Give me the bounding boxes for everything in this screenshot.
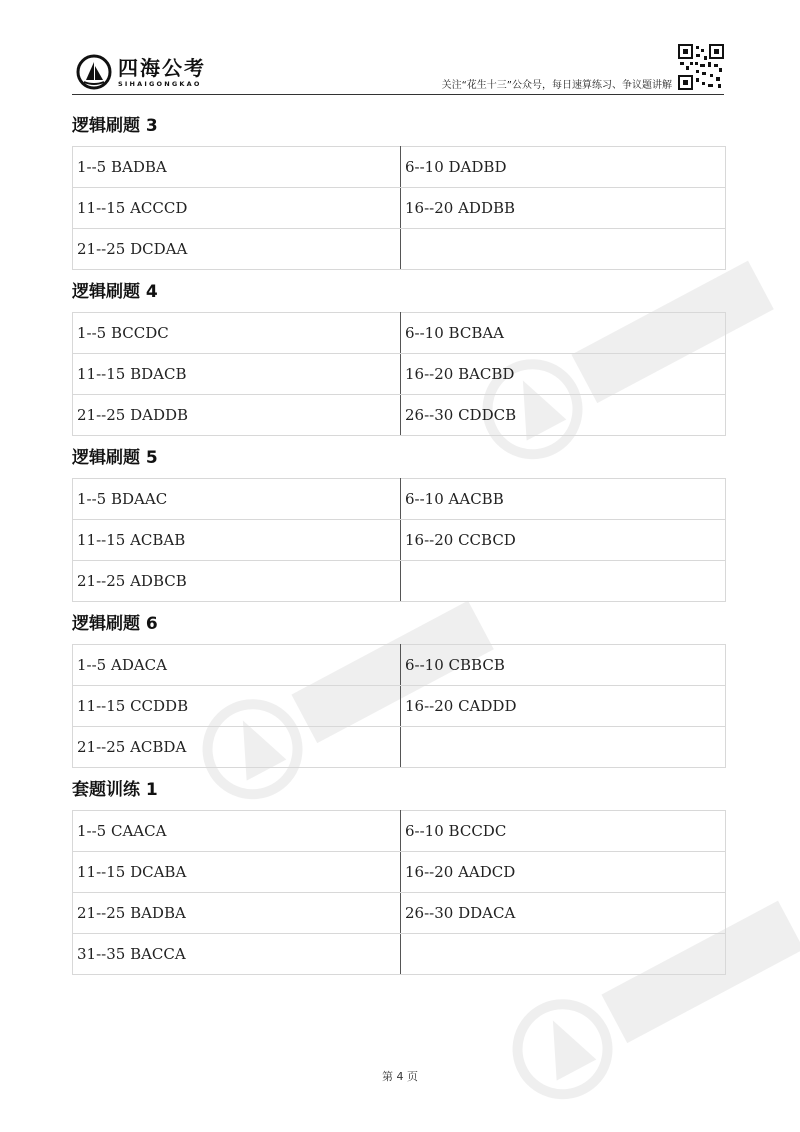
table-row [73, 934, 726, 975]
answer-cell: 16--20 AADCD [401, 852, 726, 893]
table-row [73, 852, 726, 893]
table-row [73, 313, 726, 354]
section-title: 逻辑刷题 6 [72, 614, 158, 634]
page-header [72, 44, 724, 96]
answer-cell: 11--15 DCABA [73, 852, 401, 893]
table-row [73, 479, 726, 520]
section-title: 逻辑刷题 5 [72, 448, 158, 468]
answer-cell [401, 934, 726, 975]
answer-key [72, 106, 726, 977]
answer-cell: 1--5 BDAAC [73, 479, 401, 520]
answer-cell: 1--5 CAACA [73, 811, 401, 852]
table-row [73, 354, 726, 395]
answer-cell: 1--5 ADACA [73, 645, 401, 686]
table-row [73, 893, 726, 934]
answer-cell: 21--25 DADDB [73, 395, 401, 436]
answer-cell: 21--25 BADBA [73, 893, 401, 934]
answer-cell: 26--30 DDACA [401, 893, 726, 934]
page-number: 第 4 页 [382, 1070, 418, 1083]
table-row [73, 727, 726, 768]
answer-table [72, 146, 726, 270]
answer-cell: 11--15 ACCCD [73, 188, 401, 229]
section [72, 438, 726, 602]
answer-cell: 16--20 BACBD [401, 354, 726, 395]
answer-cell: 31--35 BACCA [73, 934, 401, 975]
answer-cell: 6--10 DADBD [401, 147, 726, 188]
sailboat-logo-icon [76, 54, 112, 90]
header-note: 关注“花生十三”公众号，每日速算练习、争议题讲解 [441, 80, 672, 91]
section-title: 套题训练 1 [72, 780, 158, 800]
table-row [73, 686, 726, 727]
answer-cell: 6--10 BCBAA [401, 313, 726, 354]
table-row [73, 811, 726, 852]
answer-cell: 16--20 CADDD [401, 686, 726, 727]
logo-english-text: SIHAIGONGKAO [118, 79, 202, 88]
table-row [73, 645, 726, 686]
answer-cell: 6--10 CBBCB [401, 645, 726, 686]
answer-cell: 11--15 BDACB [73, 354, 401, 395]
answer-table [72, 810, 726, 975]
section [72, 770, 726, 975]
table-row [73, 147, 726, 188]
section-title: 逻辑刷题 4 [72, 282, 158, 302]
table-row [73, 395, 726, 436]
answer-cell: 26--30 CDDCB [401, 395, 726, 436]
qr-code-icon [678, 44, 724, 90]
logo-chinese-text: 四海公考 [118, 55, 206, 80]
answer-cell [401, 229, 726, 270]
answer-table [72, 644, 726, 768]
answer-cell: 11--15 ACBAB [73, 520, 401, 561]
answer-cell [401, 727, 726, 768]
header-divider [72, 94, 724, 95]
answer-cell [401, 561, 726, 602]
answer-cell: 1--5 BCCDC [73, 313, 401, 354]
answer-table [72, 478, 726, 602]
brand-logo [76, 54, 206, 90]
table-row [73, 561, 726, 602]
answer-cell: 1--5 BADBA [73, 147, 401, 188]
table-row [73, 520, 726, 561]
section-title: 逻辑刷题 3 [72, 116, 158, 136]
table-row [73, 229, 726, 270]
answer-table [72, 312, 726, 436]
section [72, 272, 726, 436]
answer-cell: 21--25 DCDAA [73, 229, 401, 270]
answer-cell: 21--25 ADBCB [73, 561, 401, 602]
answer-cell: 16--20 CCBCD [401, 520, 726, 561]
answer-cell: 16--20 ADDBB [401, 188, 726, 229]
answer-cell: 11--15 CCDDB [73, 686, 401, 727]
table-row [73, 188, 726, 229]
section [72, 604, 726, 768]
answer-cell: 6--10 BCCDC [401, 811, 726, 852]
section [72, 106, 726, 270]
answer-cell: 21--25 ACBDA [73, 727, 401, 768]
answer-cell: 6--10 AACBB [401, 479, 726, 520]
